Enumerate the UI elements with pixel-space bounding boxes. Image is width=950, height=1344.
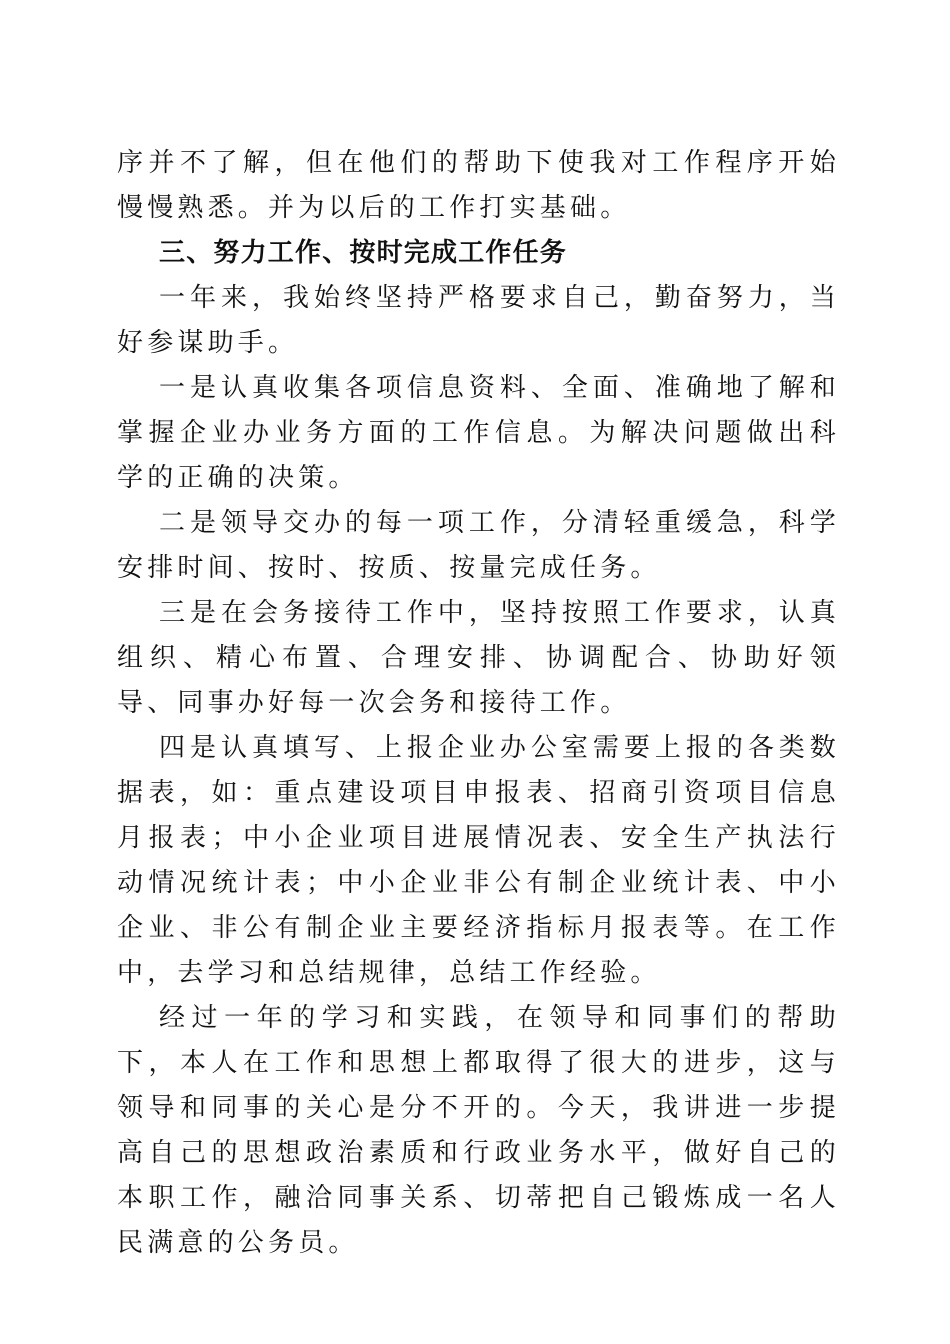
paragraph-point-two: 二是领导交办的每一项工作，分清轻重缓急，科学安排时间、按时、按质、按量完成任务。 <box>117 508 840 583</box>
paragraph-point-one: 一是认真收集各项信息资料、全面、准确地了解和掌握企业办业务方面的工作信息。为解决问题做出科学的正确的决策。 <box>117 373 840 493</box>
paragraph-intro: 一年来，我始终坚持严格要求自己，勤奋努力，当好参谋助手。 <box>117 283 840 358</box>
paragraph-point-four: 四是认真填写、上报企业办公室需要上报的各类数据表，如：重点建设项目申报表、招商引资项目信息月报表；中小企业项目进展情况表、安全生产执法行动情况统计表；中小企业非公有制企业统计表、中小企业、非公有制企业主要经济指标月报表等。在工作中，去学习和总结规律，总结工作经验。 <box>117 733 840 988</box>
section-heading: 三、努力工作、按时完成工作任务 <box>159 238 568 268</box>
paragraph-point-three: 三是在会务接待工作中，坚持按照工作要求，认真组织、精心布置、合理安排、协调配合、协助好领导、同事办好每一次会务和接待工作。 <box>117 598 840 718</box>
paragraph-continuation: 序并不了解，但在他们的帮助下使我对工作程序开始慢慢熟悉。并为以后的工作打实基础。 <box>117 148 840 223</box>
paragraph-conclusion: 经过一年的学习和实践，在领导和同事们的帮助下，本人在工作和思想上都取得了很大的进步，这与领导和同事的关心是分不开的。今天，我讲进一步提高自己的思想政治素质和行政业务水平，做好自己的本职工作，融洽同事关系、切蒂把自己锻炼成一名人民满意的公务员。 <box>117 1003 840 1258</box>
